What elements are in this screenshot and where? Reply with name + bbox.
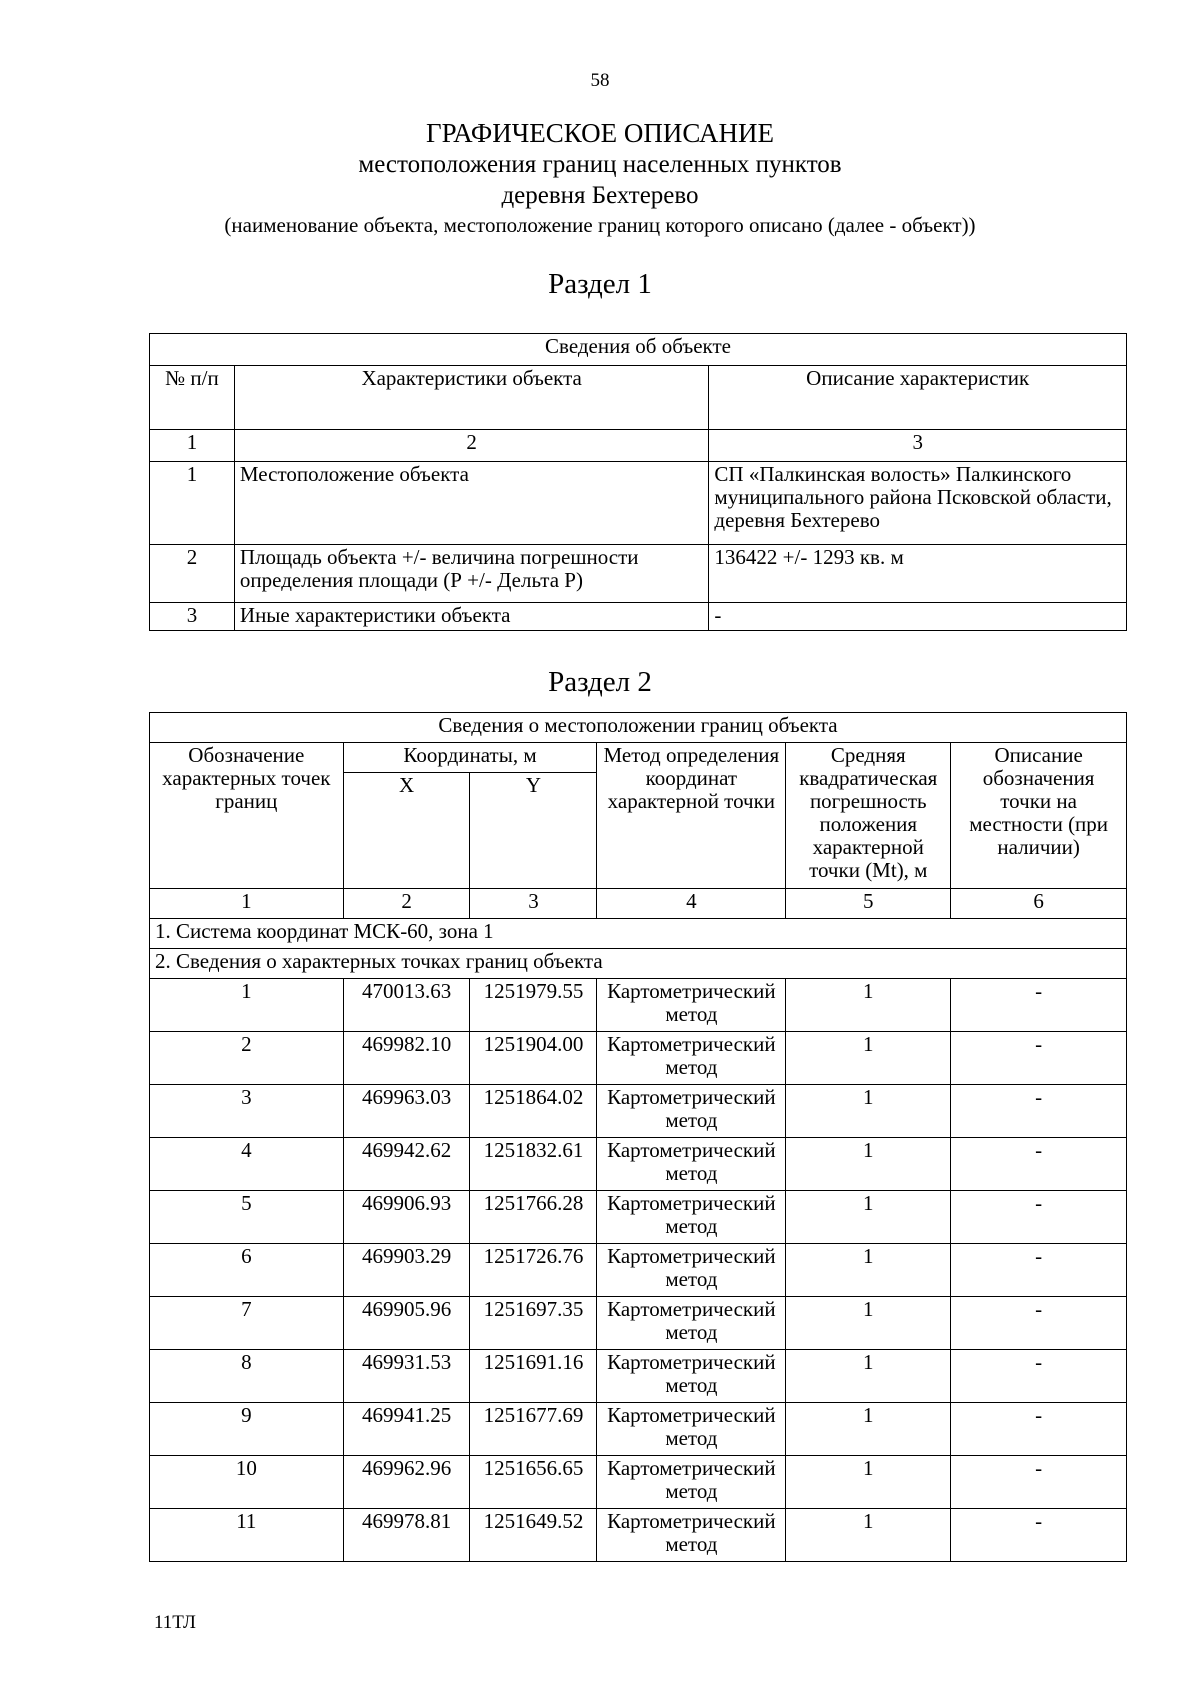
col-number: 3	[709, 430, 1127, 462]
row-num: 1	[150, 462, 235, 545]
point-method: Картометрический метод	[597, 1138, 786, 1191]
header-method: Метод определения координат характерной точки	[597, 743, 786, 889]
point-y: 1251697.35	[470, 1297, 597, 1350]
coordinate-system-row: 1. Система координат МСК-60, зона 1	[150, 919, 1127, 949]
point-method: Картометрический метод	[597, 1191, 786, 1244]
row-description: СП «Палкинская волость» Палкинского муниципального района Псковской области, деревня Бехтерево	[709, 462, 1127, 545]
document-subtitle: местоположения границ населенных пунктов	[358, 151, 842, 178]
point-description: -	[951, 1403, 1127, 1456]
point-error: 1	[786, 1350, 951, 1403]
point-description: -	[951, 1456, 1127, 1509]
section-2-title: Раздел 2	[548, 666, 652, 698]
point-x: 469903.29	[343, 1244, 470, 1297]
point-number: 3	[150, 1085, 344, 1138]
header-x: X	[343, 773, 470, 889]
point-number: 7	[150, 1297, 344, 1350]
point-x: 469941.25	[343, 1403, 470, 1456]
point-y: 1251864.02	[470, 1085, 597, 1138]
point-error: 1	[786, 1403, 951, 1456]
point-method: Картометрический метод	[597, 1085, 786, 1138]
point-error: 1	[786, 1244, 951, 1297]
point-x: 470013.63	[343, 979, 470, 1032]
point-description: -	[951, 1350, 1127, 1403]
header-point: Обозначение характерных точек границ	[150, 743, 344, 889]
point-error: 1	[786, 1085, 951, 1138]
table-row	[150, 1509, 1127, 1562]
footer-code: 11ТЛ	[154, 1612, 196, 1633]
point-number: 10	[150, 1456, 344, 1509]
point-x: 469962.96	[343, 1456, 470, 1509]
points-heading-row: 2. Сведения о характерных точках границ объекта	[150, 949, 1127, 979]
row-num: 3	[150, 603, 235, 631]
col-number: 1	[150, 430, 235, 462]
point-y: 1251677.69	[470, 1403, 597, 1456]
point-x: 469906.93	[343, 1191, 470, 1244]
point-y: 1251649.52	[470, 1509, 597, 1562]
header-description: Описание обозначения точки на местности (при наличии)	[951, 743, 1127, 889]
point-method: Картометрический метод	[597, 1509, 786, 1562]
table-row	[150, 1244, 1127, 1297]
point-method: Картометрический метод	[597, 1244, 786, 1297]
point-error: 1	[786, 1509, 951, 1562]
object-info-table	[149, 333, 1127, 631]
point-description: -	[951, 1138, 1127, 1191]
table-row	[150, 603, 1127, 631]
point-y: 1251904.00	[470, 1032, 597, 1085]
point-x: 469931.53	[343, 1350, 470, 1403]
point-number: 6	[150, 1244, 344, 1297]
header-characteristic: Характеристики объекта	[234, 366, 709, 430]
col-number: 3	[470, 889, 597, 919]
point-error: 1	[786, 979, 951, 1032]
row-description: 136422 +/- 1293 кв. м	[709, 545, 1127, 603]
point-y: 1251656.65	[470, 1456, 597, 1509]
row-characteristic: Местоположение объекта	[234, 462, 709, 545]
point-x: 469942.62	[343, 1138, 470, 1191]
header-num: № п/п	[150, 366, 235, 430]
point-description: -	[951, 1297, 1127, 1350]
table-row	[150, 1350, 1127, 1403]
point-method: Картометрический метод	[597, 1403, 786, 1456]
point-description: -	[951, 979, 1127, 1032]
point-number: 4	[150, 1138, 344, 1191]
header-error: Средняя квадратическая погрешность положения характерной точки (Mt), м	[786, 743, 951, 889]
table-row	[150, 545, 1127, 603]
table-row	[150, 1085, 1127, 1138]
table-row	[150, 1456, 1127, 1509]
point-number: 2	[150, 1032, 344, 1085]
col-number: 1	[150, 889, 344, 919]
point-description: -	[951, 1244, 1127, 1297]
table-row	[150, 1138, 1127, 1191]
section-1-title: Раздел 1	[548, 268, 652, 300]
document-header	[0, 117, 1200, 239]
point-error: 1	[786, 1456, 951, 1509]
point-description: -	[951, 1032, 1127, 1085]
table-row	[150, 1297, 1127, 1350]
point-method: Картометрический метод	[597, 1456, 786, 1509]
point-y: 1251766.28	[470, 1191, 597, 1244]
point-description: -	[951, 1509, 1127, 1562]
table-row	[150, 979, 1127, 1032]
point-x: 469905.96	[343, 1297, 470, 1350]
point-number: 11	[150, 1509, 344, 1562]
point-y: 1251832.61	[470, 1138, 597, 1191]
point-number: 1	[150, 979, 344, 1032]
object-name: деревня Бехтерево	[501, 182, 699, 209]
point-number: 9	[150, 1403, 344, 1456]
point-method: Картометрический метод	[597, 1350, 786, 1403]
col-number: 4	[597, 889, 786, 919]
col-number: 2	[343, 889, 470, 919]
row-description: -	[709, 603, 1127, 631]
point-description: -	[951, 1191, 1127, 1244]
point-error: 1	[786, 1138, 951, 1191]
document-title: ГРАФИЧЕСКОЕ ОПИСАНИЕ	[425, 118, 775, 148]
table-caption: Сведения об объекте	[150, 334, 1127, 366]
boundary-points-table	[149, 712, 1127, 1562]
point-number: 5	[150, 1191, 344, 1244]
header-y: Y	[470, 773, 597, 889]
col-number: 5	[786, 889, 951, 919]
point-y: 1251726.76	[470, 1244, 597, 1297]
point-y: 1251691.16	[470, 1350, 597, 1403]
table-row	[150, 1403, 1127, 1456]
col-number: 6	[951, 889, 1127, 919]
point-y: 1251979.55	[470, 979, 597, 1032]
point-number: 8	[150, 1350, 344, 1403]
point-x: 469978.81	[343, 1509, 470, 1562]
point-description: -	[951, 1085, 1127, 1138]
table-row	[150, 1191, 1127, 1244]
point-method: Картометрический метод	[597, 1032, 786, 1085]
point-x: 469982.10	[343, 1032, 470, 1085]
object-note: (наименование объекта, местоположение границ которого описано (далее - объект))	[224, 213, 976, 237]
row-num: 2	[150, 545, 235, 603]
header-description: Описание характеристик	[709, 366, 1127, 430]
page-number: 58	[590, 70, 610, 91]
table-row	[150, 1032, 1127, 1085]
point-method: Картометрический метод	[597, 1297, 786, 1350]
row-characteristic: Иные характеристики объекта	[234, 603, 709, 631]
point-error: 1	[786, 1032, 951, 1085]
col-number: 2	[234, 430, 709, 462]
header-coordinates: Координаты, м	[343, 743, 597, 773]
point-error: 1	[786, 1297, 951, 1350]
table-row	[150, 462, 1127, 545]
point-error: 1	[786, 1191, 951, 1244]
point-x: 469963.03	[343, 1085, 470, 1138]
table-caption: Сведения о местоположении границ объекта	[150, 713, 1127, 743]
point-method: Картометрический метод	[597, 979, 786, 1032]
row-characteristic: Площадь объекта +/- величина погрешности определения площади (Р +/- Дельта Р)	[234, 545, 709, 603]
